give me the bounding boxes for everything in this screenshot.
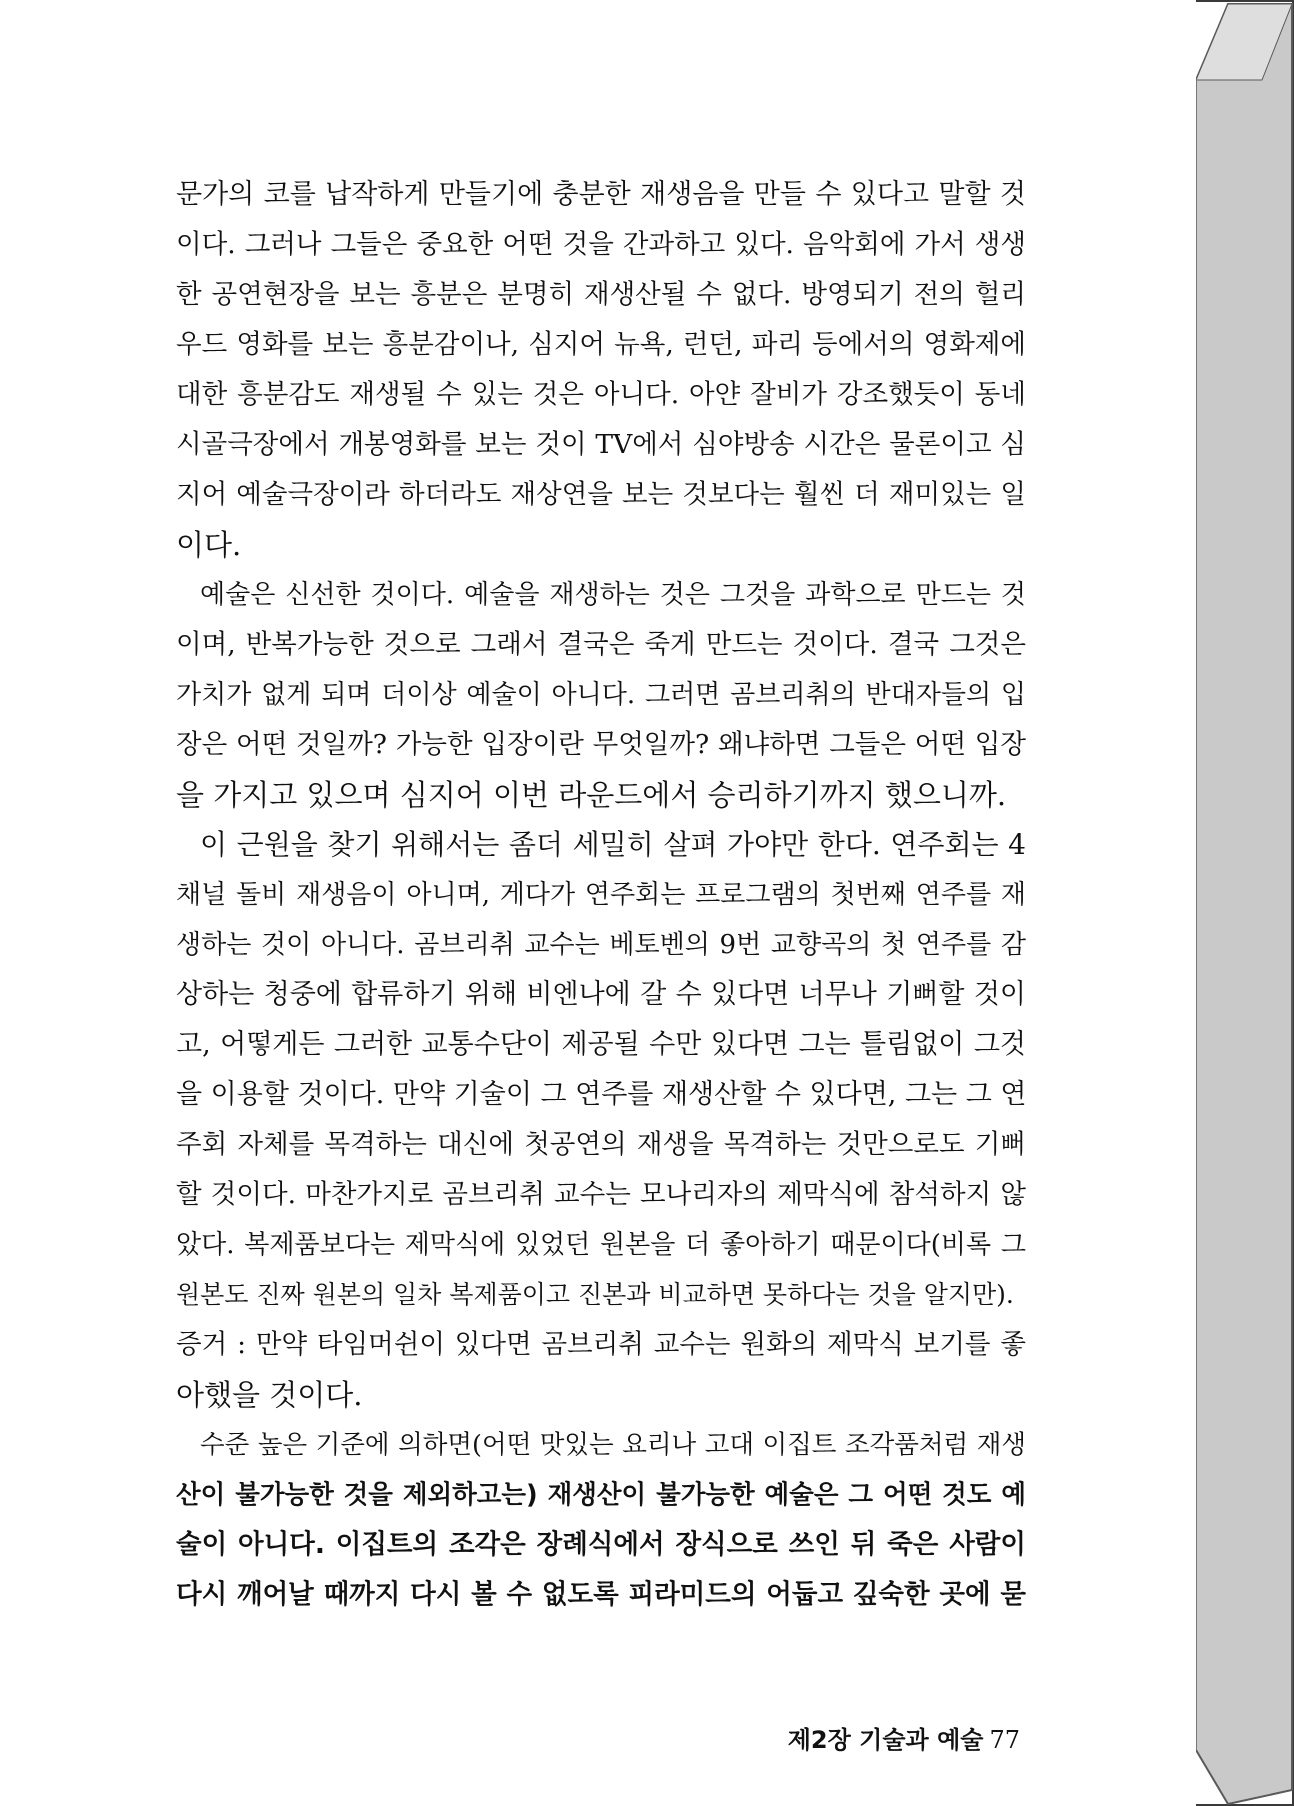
text-line: 고, 어떻게든 그러한 교통수단이 제공될 수만 있다면 그는 틀림없이 그것 (176, 1029, 1026, 1060)
text-line: 증거 : 만약 타임머쉰이 있다면 곰브리취 교수는 원화의 제막식 보기를 좋 (176, 1329, 1026, 1360)
text-line: 이다. 그러나 그들은 중요한 어떤 것을 간과하고 있다. 음악회에 가서 생생 (176, 229, 1026, 260)
text-line: 상하는 청중에 합류하기 위해 비엔나에 갈 수 있다면 너무나 기뻐할 것이 (176, 979, 1026, 1010)
text-line: 예술은 신선한 것이다. 예술을 재생하는 것은 그것을 과학으로 만드는 것 (200, 580, 1026, 610)
text-line: 채널 돌비 재생음이 아니며, 게다가 연주회는 프로그램의 첫번째 연주를 재 (176, 880, 1026, 910)
body-text (176, 170, 1026, 1620)
text-line: 이다. (176, 528, 242, 562)
text-line: 대한 흥분감도 재생될 수 있는 것은 아니다. 아얀 잘비가 강조했듯이 동네 (176, 379, 1026, 410)
text-line: 다시 깨어날 때까지 다시 볼 수 없도록 피라미드의 어둡고 깊숙한 곳에 묻 (176, 1579, 1026, 1610)
text-line: 문가의 코를 납작하게 만들기에 충분한 재생음을 만들 수 있다고 말할 것 (176, 179, 1026, 210)
text-line: 이며, 반복가능한 것으로 그래서 결국은 죽게 만드는 것이다. 결국 그것은 (176, 629, 1026, 660)
page-footer (780, 1720, 1020, 1755)
page-number: 77 (989, 1726, 1020, 1754)
chapter-title: 제2장 기술과 예술 (787, 1726, 984, 1754)
text-line: 을 가지고 있으며 심지어 이번 라운드에서 승리하기까지 했으니까. (176, 778, 1007, 812)
text-line: 할 것이다. 마찬가지로 곰브리취 교수는 모나리자의 제막식에 참석하지 않 (176, 1179, 1026, 1210)
text-line: 수준 높은 기준에 의하면(어떤 맛있는 요리나 고대 이집트 조각품처럼 재생 (200, 1430, 1026, 1460)
text-line: 아했을 것이다. (176, 1378, 363, 1412)
text-line: 시골극장에서 개봉영화를 보는 것이 TV에서 심야방송 시간은 물론이고 심 (176, 429, 1026, 460)
text-line: 지어 예술극장이라 하더라도 재상연을 보는 것보다는 훨씬 더 재미있는 일 (176, 479, 1026, 510)
text-line: 술이 아니다. 이집트의 조각은 장례식에서 장식으로 쓰인 뒤 죽은 사람이 (176, 1529, 1026, 1560)
text-line: 을 이용할 것이다. 만약 기술이 그 연주를 재생산할 수 있다면, 그는 그 연 (176, 1079, 1027, 1110)
text-line: 이 근원을 찾기 위해서는 좀더 세밀히 살펴 가야만 한다. 연주회는 4 (200, 828, 1026, 861)
text-line: 산이 불가능한 것을 제외하고는) 재생산이 불가능한 예술은 그 어떤 것도 예 (176, 1480, 1026, 1510)
text-line: 생하는 것이 아니다. 곰브리취 교수는 베토벤의 9번 교향곡의 첫 연주를 감 (176, 930, 1026, 960)
text-line: 주회 자체를 목격하는 대신에 첫공연의 재생을 목격하는 것만으로도 기뻐 (176, 1129, 1026, 1160)
text-line: 장은 어떤 것일까? 가능한 입장이란 무엇일까? 왜냐하면 그들은 어떤 입장 (176, 729, 1026, 760)
text-line: 우드 영화를 보는 흥분감이나, 심지어 뉴욕, 런던, 파리 등에서의 영화제에 (176, 329, 1026, 360)
text-line: 가치가 없게 되며 더이상 예술이 아니다. 그러면 곰브리취의 반대자들의 입 (176, 680, 1026, 710)
text-line: 한 공연현장을 보는 흥분은 분명히 재생산될 수 없다. 방영되기 전의 헐리 (176, 279, 1026, 310)
text-line: 았다. 복제품보다는 제막식에 있었던 원본을 더 좋아하기 때문이다(비록 그 (176, 1230, 1026, 1260)
text-line: 원본도 진짜 원본의 일차 복제품이고 진본과 비교하면 못하다는 것을 알지만). (176, 1280, 1014, 1309)
